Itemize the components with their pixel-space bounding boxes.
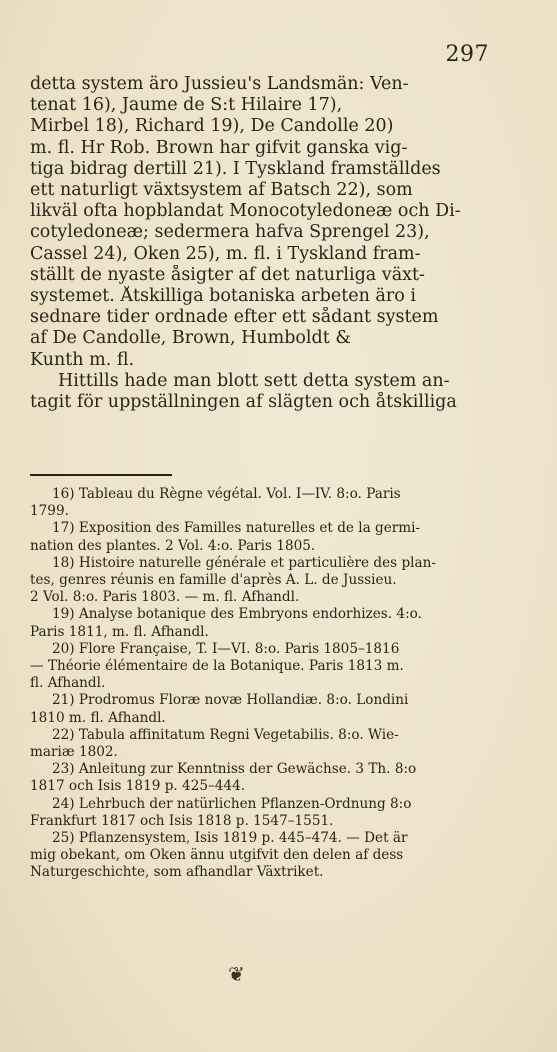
footnote-line: mariæ 1802. <box>30 744 118 761</box>
footnote-line: 25) Pflanzensystem, Isis 1819 p. 445–474. — Det är <box>52 830 408 847</box>
footnote-line: tes, genres réunis en famille d'après A. L. de Jussieu. <box>30 572 397 589</box>
footnote-23 <box>30 761 520 795</box>
body-line: ett naturligt växtsystem af Batsch 22), som <box>30 180 413 201</box>
footnote-18 <box>30 555 520 607</box>
footnote-20 <box>30 641 520 693</box>
footnote-line: 23) Anleitung zur Kenntniss der Gewächse. 3 Th. 8:o <box>52 761 417 778</box>
footnote-line: Frankfurt 1817 och Isis 1818 p. 1547–1551. <box>30 812 334 829</box>
body-line: Mirbel 18), Richard 19), De Candolle 20) <box>30 116 394 137</box>
body-line: Cassel 24), Oken 25), m. fl. i Tyskland fram- <box>30 243 421 264</box>
body-line: detta system äro Jussieu's Landsmän: Ven- <box>30 74 409 94</box>
footnote-21 <box>30 692 520 726</box>
body-line: likväl ofta hopblandat Monocotyledoneæ och Di- <box>30 201 461 222</box>
page-number: 297 <box>445 42 489 67</box>
footnote-line: 24) Lehrbuch der natürlichen Pflanzen-Ordnung 8:o <box>52 795 412 812</box>
footnote-line: — Théorie élémentaire de la Botanique. Paris 1813 m. <box>30 658 404 675</box>
body-line: tenat 16), Jaume de S:t Hilaire 17), <box>30 95 343 116</box>
body-line: af De Candolle, Brown, Humboldt & <box>30 328 351 349</box>
body-line: systemet. Åtskilliga botaniska arbeten äro i <box>30 286 416 307</box>
footnote-line: 1810 m. fl. Afhandl. <box>30 709 166 726</box>
body-line: ställt de nyaste åsigter af det naturliga växt- <box>30 264 425 285</box>
body-line: tiga bidrag dertill 21). I Tyskland framställdes <box>30 158 441 179</box>
ornament-icon: ❦ <box>228 962 245 986</box>
footnote-line: 18) Histoire naturelle générale et particulière des plan- <box>52 554 436 571</box>
body-line: m. fl. Hr Rob. Brown har gifvit ganska vig- <box>30 137 408 158</box>
body-line: Kunth m. fl. <box>30 349 135 370</box>
body-line: tagit för uppställningen af slägten och åtskilliga <box>30 392 457 413</box>
footnote-22 <box>30 727 520 761</box>
footnote-line: nation des plantes. 2 Vol. 4:o. Paris 1805. <box>30 537 316 554</box>
footnote-19 <box>30 606 520 640</box>
footnote-line: Naturgeschichte, som afhandlar Växtriket. <box>30 864 324 881</box>
body-line: sednare tider ordnade efter ett sådant system <box>30 307 439 328</box>
footnote-line: mig obekant, om Oken ännu utgifvit den delen af dess <box>30 847 404 864</box>
footnote-25 <box>30 830 520 882</box>
footnotes <box>30 486 520 882</box>
footnote-line: 19) Analyse botanique des Embryons endorhizes. 4:o. <box>52 606 422 623</box>
body-line: cotyledoneæ; sedermera hafva Sprengel 23), <box>30 222 430 243</box>
footnote-line: 17) Exposition des Familles naturelles et de la germi- <box>52 520 421 537</box>
footnote-line: 21) Prodromus Floræ novæ Hollandiæ. 8:o. Londini <box>52 692 409 709</box>
footnote-line: 1817 och Isis 1819 p. 425–444. <box>30 778 246 795</box>
body-text <box>30 74 515 413</box>
footnote-16 <box>30 486 520 520</box>
footnote-line: fl. Afhandl. <box>30 675 106 692</box>
footnote-line: Paris 1811, m. fl. Afhandl. <box>30 623 209 640</box>
footnote-line: 16) Tableau du Règne végétal. Vol. I—IV. 8:o. Paris <box>52 486 401 502</box>
footnote-line: 22) Tabula affinitatum Regni Vegetabilis. 8:o. Wie- <box>52 726 399 743</box>
footnote-line: 1799. <box>30 503 69 520</box>
footnote-24 <box>30 796 520 830</box>
footnote-17 <box>30 520 520 554</box>
footnote-line: 2 Vol. 8:o. Paris 1803. — m. fl. Afhandl. <box>30 589 300 606</box>
footnote-divider <box>30 474 172 476</box>
body-line: Hittills hade man blott sett detta system an- <box>58 370 450 391</box>
footnote-line: 20) Flore Française, T. I—VI. 8:o. Paris 1805–1816 <box>52 640 400 657</box>
